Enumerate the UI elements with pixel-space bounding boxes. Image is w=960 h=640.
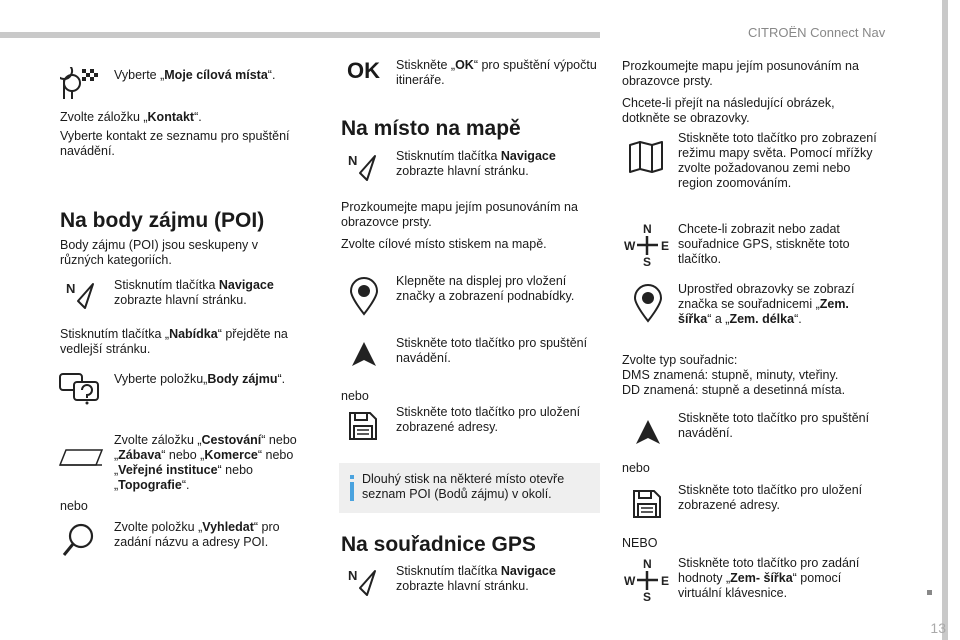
start-guidance-text-2: Stiskněte toto tlačítko pro spuštění navádění. bbox=[678, 411, 870, 440]
poi-intro-text: Body zájmu (POI) jsou seskupeny v různých kategoriích. bbox=[60, 238, 258, 267]
menu-text: Stisknutím tlačítka „Nabídka“ přejděte na vedlejší stránku. bbox=[60, 327, 288, 356]
poi-heading: Na body zájmu (POI) bbox=[60, 209, 265, 232]
save-icon bbox=[347, 410, 379, 442]
coord-type-text: Zvolte typ souřadnic: bbox=[622, 353, 738, 367]
ok-icon: OK bbox=[347, 58, 380, 83]
world-map-icon bbox=[628, 140, 664, 174]
search-icon bbox=[62, 522, 98, 558]
info-note bbox=[339, 463, 600, 513]
svg-text:S: S bbox=[643, 590, 652, 603]
side-rule bbox=[942, 0, 948, 640]
poi-categories-icon bbox=[58, 370, 104, 412]
save-icon bbox=[631, 488, 663, 520]
poi-select-text: Vyberte položku„Body zájmu“. bbox=[114, 372, 286, 386]
svg-text:N: N bbox=[348, 568, 358, 583]
or-caps-text: NEBO bbox=[622, 536, 658, 550]
tab-icon bbox=[58, 447, 104, 469]
start-guidance-icon bbox=[634, 418, 662, 446]
navigation-text-1: Stisknutím tlačítka Navigace zobrazte hlavní stránku. bbox=[114, 278, 274, 307]
svg-text:N: N bbox=[348, 153, 358, 168]
or-text-1: nebo bbox=[60, 499, 88, 513]
select-destinations-text: Vyberte „Moje cílová místa“. bbox=[114, 68, 276, 82]
start-guidance-icon bbox=[350, 340, 378, 368]
next-image-text: Chcete-li přejít na následující obrázek, dotkněte se obrazovky. bbox=[622, 96, 835, 125]
enter-latitude-text: Stiskněte toto tlačítko pro zadání hodnoty „Zem- šířka“ pomocí virtuální klávesnice. bbox=[678, 556, 860, 600]
info-icon bbox=[348, 475, 356, 506]
ok-text: Stiskněte „OK“ pro spuštění výpočtu itineráře. bbox=[396, 58, 597, 87]
compass-icon bbox=[624, 222, 670, 268]
svg-text:S: S bbox=[643, 255, 652, 268]
top-rule bbox=[0, 32, 600, 38]
explore-map-text: Prozkoumejte mapu jejím posunováním na obrazovce prsty. bbox=[341, 200, 578, 229]
dd-text: DD znamená: stupně a desetinná místa. bbox=[622, 383, 846, 397]
or-text-3: nebo bbox=[622, 461, 650, 475]
save-address-text-1: Stiskněte toto tlačítko pro uložení zobrazené adresy. bbox=[396, 405, 581, 434]
or-text-2: nebo bbox=[341, 389, 369, 403]
explore-map-text-2: Prozkoumejte mapu jejím posunováním na obrazovce prsty. bbox=[622, 59, 859, 88]
svg-text:E: E bbox=[661, 574, 670, 588]
world-map-text: Stiskněte toto tlačítko pro zobrazení režimu mapy světa. Pomocí mřížky zvolte požadovanou zemi nebo region zoomováním. bbox=[678, 131, 877, 190]
navigation-text-3: Stisknutím tlačítka Navigace zobrazte hlavní stránku. bbox=[396, 564, 556, 593]
svg-text:N: N bbox=[66, 281, 76, 296]
gps-coords-text: Chcete-li zobrazit nebo zadat souřadnice GPS, stiskněte toto tlačítko. bbox=[678, 222, 850, 266]
map-heading: Na místo na mapě bbox=[341, 117, 521, 140]
navigation-icon bbox=[66, 280, 100, 312]
coords-marker-text: Uprostřed obrazovky se zobrazí značka se souřadnicemi „Zem. šířka“ a „Zem. délka“. bbox=[678, 282, 855, 326]
page-marker bbox=[927, 590, 932, 595]
save-address-text-2: Stiskněte toto tlačítko pro uložení zobrazené adresy. bbox=[678, 483, 863, 512]
page-number: 13 bbox=[930, 620, 946, 636]
navigation-icon bbox=[348, 567, 382, 599]
category-tabs-text: Zvolte záložku „Cestování“ nebo „Zábava“ nebo „Komerce“ nebo „Veřejné instituce“ nebo „Topografie“. bbox=[114, 433, 297, 492]
select-contact-text: Vyberte kontakt ze seznamu pro spuštění navádění. bbox=[60, 129, 290, 158]
start-guidance-text-1: Stiskněte toto tlačítko pro spuštění navádění. bbox=[396, 336, 588, 365]
navigation-text-2: Stisknutím tlačítka Navigace zobrazte hlavní stránku. bbox=[396, 149, 556, 178]
search-text: Zvolte položku „Vyhledat“ pro zadání názvu a adresy POI. bbox=[114, 520, 280, 549]
compass-icon bbox=[624, 557, 670, 603]
navigation-icon bbox=[348, 152, 382, 184]
select-destination-text: Zvolte cílové místo stiskem na mapě. bbox=[341, 237, 547, 251]
dms-text: DMS znamená: stupně, minuty, vteřiny. bbox=[622, 368, 839, 382]
info-note-text: Dlouhý stisk na některé místo otevře seznam POI (Bodů zájmu) v okolí. bbox=[362, 472, 565, 501]
contact-tab-text: Zvolte záložku „Kontakt“. bbox=[60, 110, 202, 124]
svg-text:W: W bbox=[624, 239, 636, 253]
marker-text: Klepněte na displej pro vložení značky a zobrazení podnabídky. bbox=[396, 274, 575, 303]
svg-text:W: W bbox=[624, 574, 636, 588]
flag-pin-icon bbox=[60, 67, 100, 101]
gps-heading: Na souřadnice GPS bbox=[341, 533, 536, 556]
location-pin-icon bbox=[348, 276, 380, 316]
page-header: CITROËN Connect Nav bbox=[748, 25, 886, 40]
svg-text:N: N bbox=[643, 222, 652, 236]
location-pin-icon bbox=[632, 283, 664, 323]
svg-text:E: E bbox=[661, 239, 670, 253]
svg-text:N: N bbox=[643, 557, 652, 571]
